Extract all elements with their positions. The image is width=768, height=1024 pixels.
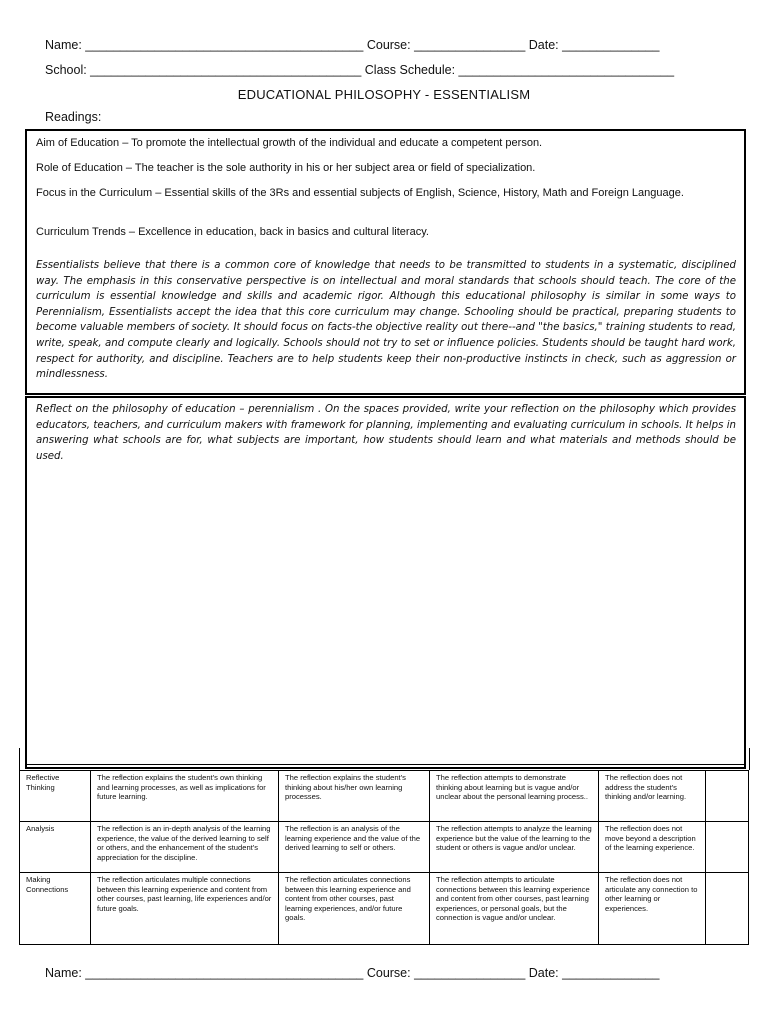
rubric-cell: The reflection explains the student's thinking about his/her own learning processes. bbox=[279, 771, 430, 822]
table-row bbox=[20, 873, 749, 945]
focus-in-curriculum: Focus in the Curriculum – Essential skills of the 3Rs and essential subjects of English, Science, History, Math and Foreign Language. bbox=[36, 187, 684, 199]
reflection-instructions: Reflect on the philosophy of education – perennialism . On the spaces provided, write your reflection on the philosophy which provides educators, teachers, and curriculum makers with framework for planning, implementing and evaluating curriculum in schools. It helps in answering what schools are for, what subjects are important, how students should learn and what materials and methods should be used. bbox=[36, 404, 736, 462]
header-school-schedule-line: School: _______________________________________ Class Schedule: _______________________________ bbox=[45, 63, 675, 77]
rubric-score-cell[interactable] bbox=[706, 822, 749, 873]
rubric-cell: The reflection is an in-depth analysis of the learning experience, the value of the derived learning to self or others, and the enhancement of the student's appreciation for the discipline. bbox=[91, 822, 279, 873]
aim-of-education: Aim of Education – To promote the intellectual growth of the individual and educate a competent person. bbox=[36, 137, 543, 149]
readings-box bbox=[25, 129, 746, 395]
rubric-score-cell[interactable] bbox=[706, 771, 749, 822]
rubric-cell: The reflection attempts to demonstrate thinking about learning but is vague and/or unclear about the personal learning process.. bbox=[430, 771, 599, 822]
role-of-education: Role of Education – The teacher is the sole authority in his or her subject area or field of specialization. bbox=[36, 162, 536, 174]
rubric-table bbox=[19, 770, 749, 945]
rubric-cell: The reflection attempts to analyze the learning experience but the value of the learning to the student or others is vague and/or unclear. bbox=[430, 822, 599, 873]
table-row bbox=[20, 822, 749, 873]
readings-label: Readings: bbox=[45, 110, 102, 124]
rubric-cell: The reflection does not move beyond a description of the learning experience. bbox=[599, 822, 706, 873]
header-name-course-date-line: Name: ________________________________________ Course: ________________ Date: ______________ bbox=[45, 38, 660, 52]
essentialism-paragraph: Essentialists believe that there is a common core of knowledge that needs to be transmitted to students in a systematic, disciplined way. The emphasis in this conservative perspective is on intellectual and moral standards that schools should teach. The core of the curriculum is essential knowledge and skills and academic rigor. Although this educational philosophy is similar in some ways to Perennialism, Essentialists accept the idea that this core curriculum may change. Schooling should be practical, preparing students to become valuable members of society. It should focus on facts-the objective reality out there--and "the basics," training students to read, write, speak, and compute clearly and logically. Schools should not try to set or influence policies. Students should be taught hard work, respect for authority, and discipline. Teachers are to help students keep their non-productive instincts in check, such as aggression or mindlessness. bbox=[36, 260, 736, 381]
rubric-criterion: Reflective Thinking bbox=[20, 771, 91, 822]
rubric-cell: The reflection articulates multiple connections between this learning experience and content from other courses, past learning, life experiences and/or future goals. bbox=[91, 873, 279, 945]
rubric-criterion: Making Connections bbox=[20, 873, 91, 945]
reflection-box[interactable] bbox=[25, 396, 746, 769]
rubric-cell: The reflection attempts to articulate connections between this learning experience and content from other courses, past learning experiences, or personal goals, but the connection is vague and/or unclear. bbox=[430, 873, 599, 945]
rubric-cell: The reflection explains the student's own thinking and learning processes, as well as implications for future learning. bbox=[91, 771, 279, 822]
rubric-cell: The reflection articulates connections between this learning experience and content from other courses, past learning experiences, and/or future goals. bbox=[279, 873, 430, 945]
table-row bbox=[20, 771, 749, 822]
rubric-cell: The reflection is an analysis of the learning experience and the value of the derived learning to self or others. bbox=[279, 822, 430, 873]
rubric-criterion: Analysis bbox=[20, 822, 91, 873]
curriculum-trends: Curriculum Trends – Excellence in education, back in basics and cultural literacy. bbox=[36, 226, 429, 238]
footer-name-course-date-line: Name: ________________________________________ Course: ________________ Date: ______________ bbox=[45, 966, 660, 980]
rubric-cell: The reflection does not articulate any connection to other learning or experiences. bbox=[599, 873, 706, 945]
page-title: EDUCATIONAL PHILOSOPHY - ESSENTIALISM bbox=[237, 87, 531, 102]
rubric-cell: The reflection does not address the student's thinking and/or learning. bbox=[599, 771, 706, 822]
rubric-score-cell[interactable] bbox=[706, 873, 749, 945]
